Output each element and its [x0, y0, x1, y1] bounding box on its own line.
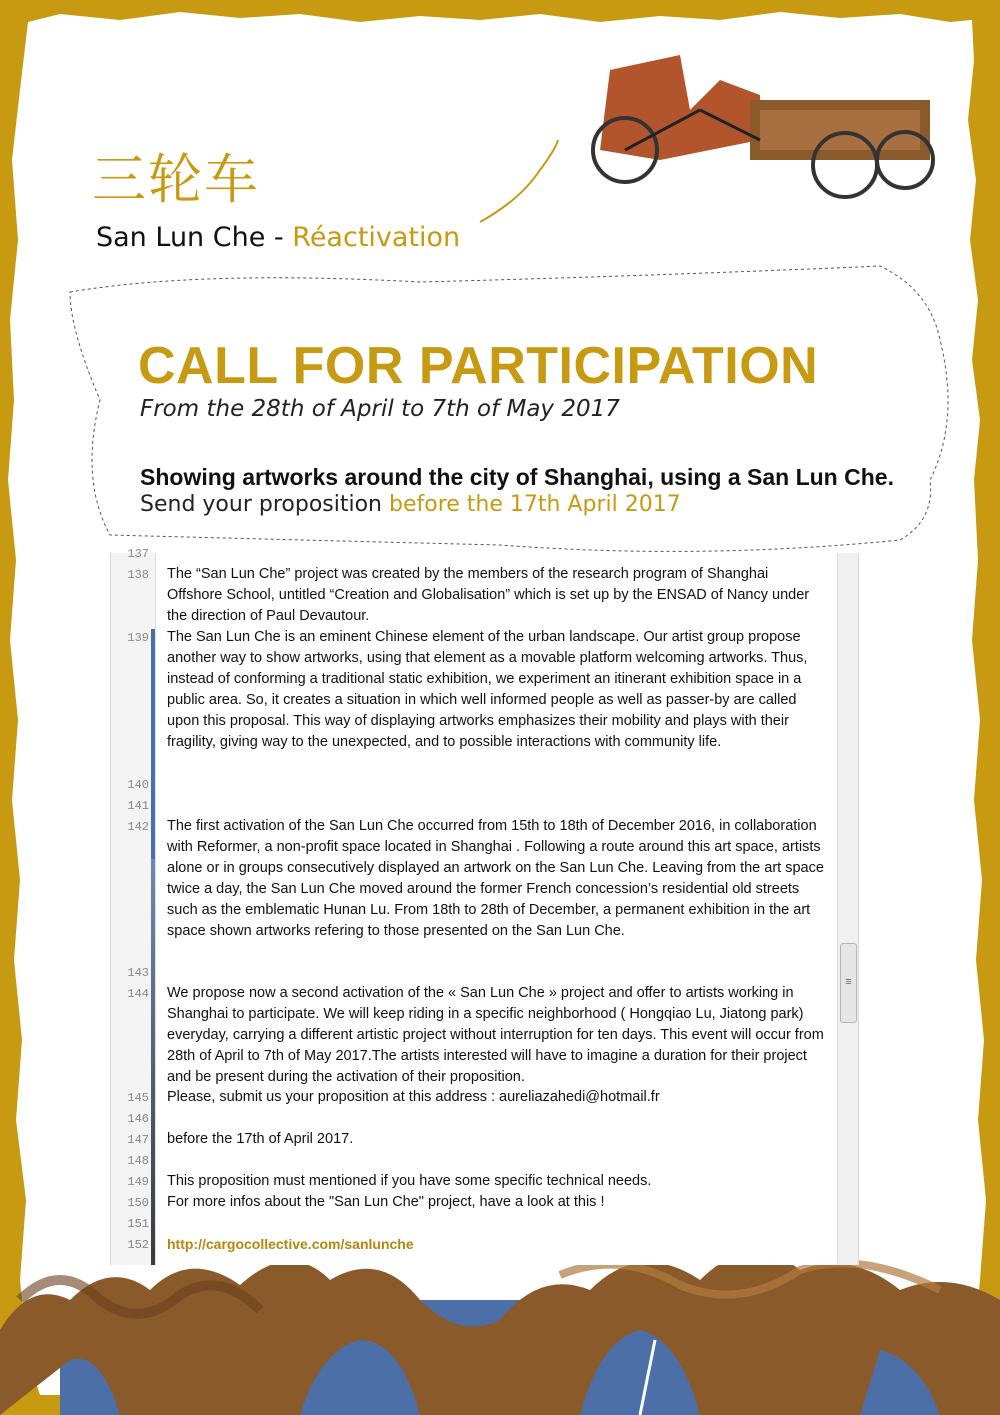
line-number: 138: [127, 568, 149, 582]
paragraph-concept[interactable]: The San Lun Che is an eminent Chinese element of the urban landscape. Our artist group propose another way to show artworks, using that element as a movable platform welcoming artworks. Thus, instead of conforming a traditional static exhibition, we experiment an itinerant exhibition space in a public area. So, it creates a situation in which well informed people as well as passer-by are called upon this proposal. This way of displaying artworks emphasizes their mobility and plays with their fragility, giving way to the unexpected, and to possible interactions with community life.: [167, 629, 808, 750]
more-info-note[interactable]: For more infos about the "San Lun Che" project, have a look at this !: [167, 1194, 605, 1210]
line-number: 140: [127, 778, 149, 792]
project-link[interactable]: http://cargocollective.com/sanlunche: [167, 1236, 414, 1252]
line-number: 152: [127, 1238, 149, 1252]
line-number: 141: [127, 799, 149, 813]
scrollbar-thumb[interactable]: ≡: [840, 943, 857, 1023]
line-number: 148: [127, 1154, 149, 1168]
brand-separator: -: [265, 222, 293, 253]
paragraph-project-origin[interactable]: The “San Lun Che” project was created by the members of the research program of Shanghai Offshore School, untitled “Creation and Globalisation” which is set up by the ENSAD of Nancy under the direction of Paul Devautour.: [167, 566, 810, 624]
change-marker: [151, 859, 155, 1265]
line-number: 149: [127, 1175, 149, 1189]
brand-name: San Lun Che: [96, 222, 266, 253]
line-number: 142: [127, 820, 149, 834]
chinese-title: 三轮车: [92, 148, 260, 211]
deadline-date: before the 17th April 2017: [388, 492, 681, 517]
line-number: 143: [127, 966, 149, 980]
submission-deadline[interactable]: before the 17th of April 2017.: [167, 1131, 354, 1147]
brand-subtitle: Réactivation: [292, 222, 461, 253]
deadline-line: [140, 492, 681, 517]
event-dates: From the 28th of April to 7th of May 2017: [140, 396, 620, 422]
line-number: 137: [127, 547, 149, 561]
paragraph-first-activation[interactable]: The first activation of the San Lun Che occurred from 15th to 18th of December 2016, in collaboration with Reformer, a non-profit space located in Shanghai . Following a route around this art space, artists alone or in groups consecutively displayed an artwork on the San Lun Che. Leaving from the art space twice a day, the San Lun Che moved around the former French concession’s residential old streets such as the emblematic Hunan Lu. From 18th to 28th of December, a permanent exhibition in the art space shown artworks refering to those presented on the San Lun Che.: [167, 818, 824, 939]
change-marker: [151, 629, 155, 859]
tagline: Showing artworks around the city of Shanghai, using a San Lun Che.: [140, 464, 894, 490]
brand-title: [96, 222, 460, 253]
line-number: 147: [127, 1133, 149, 1147]
line-number: 151: [127, 1217, 149, 1231]
line-number: 150: [127, 1196, 149, 1210]
line-number: 145: [127, 1091, 149, 1105]
vertical-scrollbar[interactable]: [837, 553, 858, 1265]
line-number: 144: [127, 987, 149, 1001]
technical-needs-note[interactable]: This proposition must mentioned if you have some specific technical needs.: [167, 1173, 652, 1189]
submission-address[interactable]: Please, submit us your proposition at this address : aureliazahedi@hotmail.fr: [167, 1089, 660, 1105]
text-editor[interactable]: [110, 547, 859, 1265]
line-number: 146: [127, 1112, 149, 1126]
send-prefix: Send your proposition: [140, 492, 389, 517]
paragraph-second-activation[interactable]: We propose now a second activation of the « San Lun Che » project and offer to artists working in Shanghai to participate. We will keep riding in a specific neighborhood ( Hongqiao Lu, Jiatong park) everyday, carrying a different artistic project without interruption for ten days. This event will occur from 28th of April to 7th of May 2017.The artists interested will have to imagine a duration for their project and be present during the activation of their proposition.: [167, 985, 824, 1085]
line-number: 139: [127, 631, 149, 645]
page-title: CALL FOR PARTICIPATION: [138, 337, 819, 395]
